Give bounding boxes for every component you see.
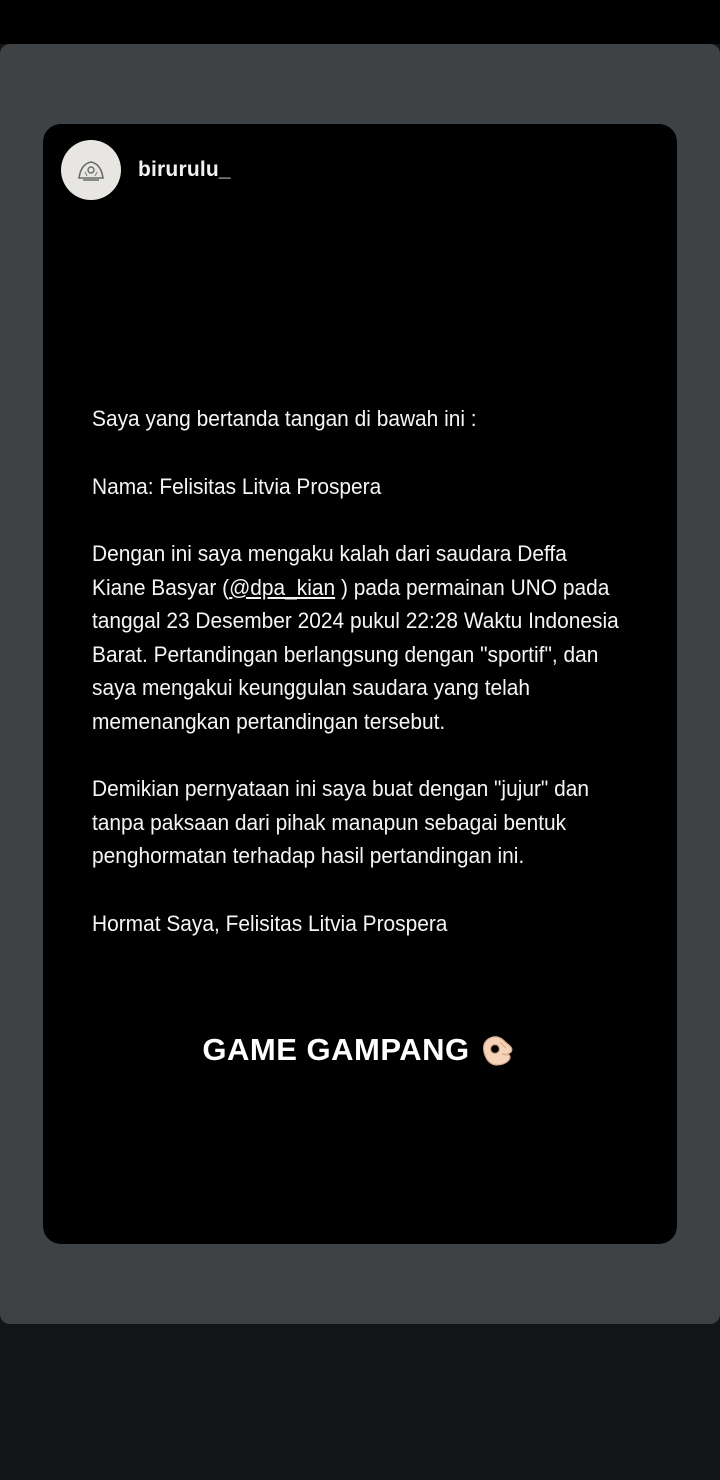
name-line: Nama: Felisitas Litvia Prospera: [92, 473, 382, 499]
story-card[interactable]: [43, 124, 677, 1244]
bottom-area: [0, 1324, 720, 1480]
paragraph-1: [92, 537, 624, 738]
ok-hand-icon: [478, 1030, 518, 1070]
paragraph-1-start: Dengan ini saya mengaku kalah dari saudara Deffa Kiane Basyar (: [92, 541, 567, 600]
sticker-text: GAME GAMPANG: [202, 1032, 470, 1067]
text-sticker: [43, 1030, 677, 1070]
story-header[interactable]: [61, 140, 231, 200]
statement-text: [92, 402, 624, 974]
intro-line: Saya yang bertanda tangan di bawah ini :: [92, 406, 477, 431]
status-bar-area: [0, 0, 720, 44]
paragraph-1-end: ) pada permainan UNO pada tanggal 23 Desember 2024 pukul 22:28 Waktu Indonesia Barat. Pertandingan berlangsung dengan "sportif", dan saya mengakui keunggulan saudara yang telah memenangkan pertandingan tersebut.: [92, 574, 619, 734]
mention-link[interactable]: @dpa_kian: [229, 574, 336, 600]
avatar-illustration-icon: [71, 150, 111, 190]
closing-line: Hormat Saya, Felisitas Litvia Prospera: [92, 910, 448, 936]
avatar[interactable]: [61, 140, 121, 200]
paragraph-2: Demikian pernyataan ini saya buat dengan "jujur" dan tanpa paksaan dari pihak manapun sebagai bentuk penghormatan terhadap hasil pertandingan ini.: [92, 776, 590, 868]
username[interactable]: birurulu_: [138, 158, 231, 181]
